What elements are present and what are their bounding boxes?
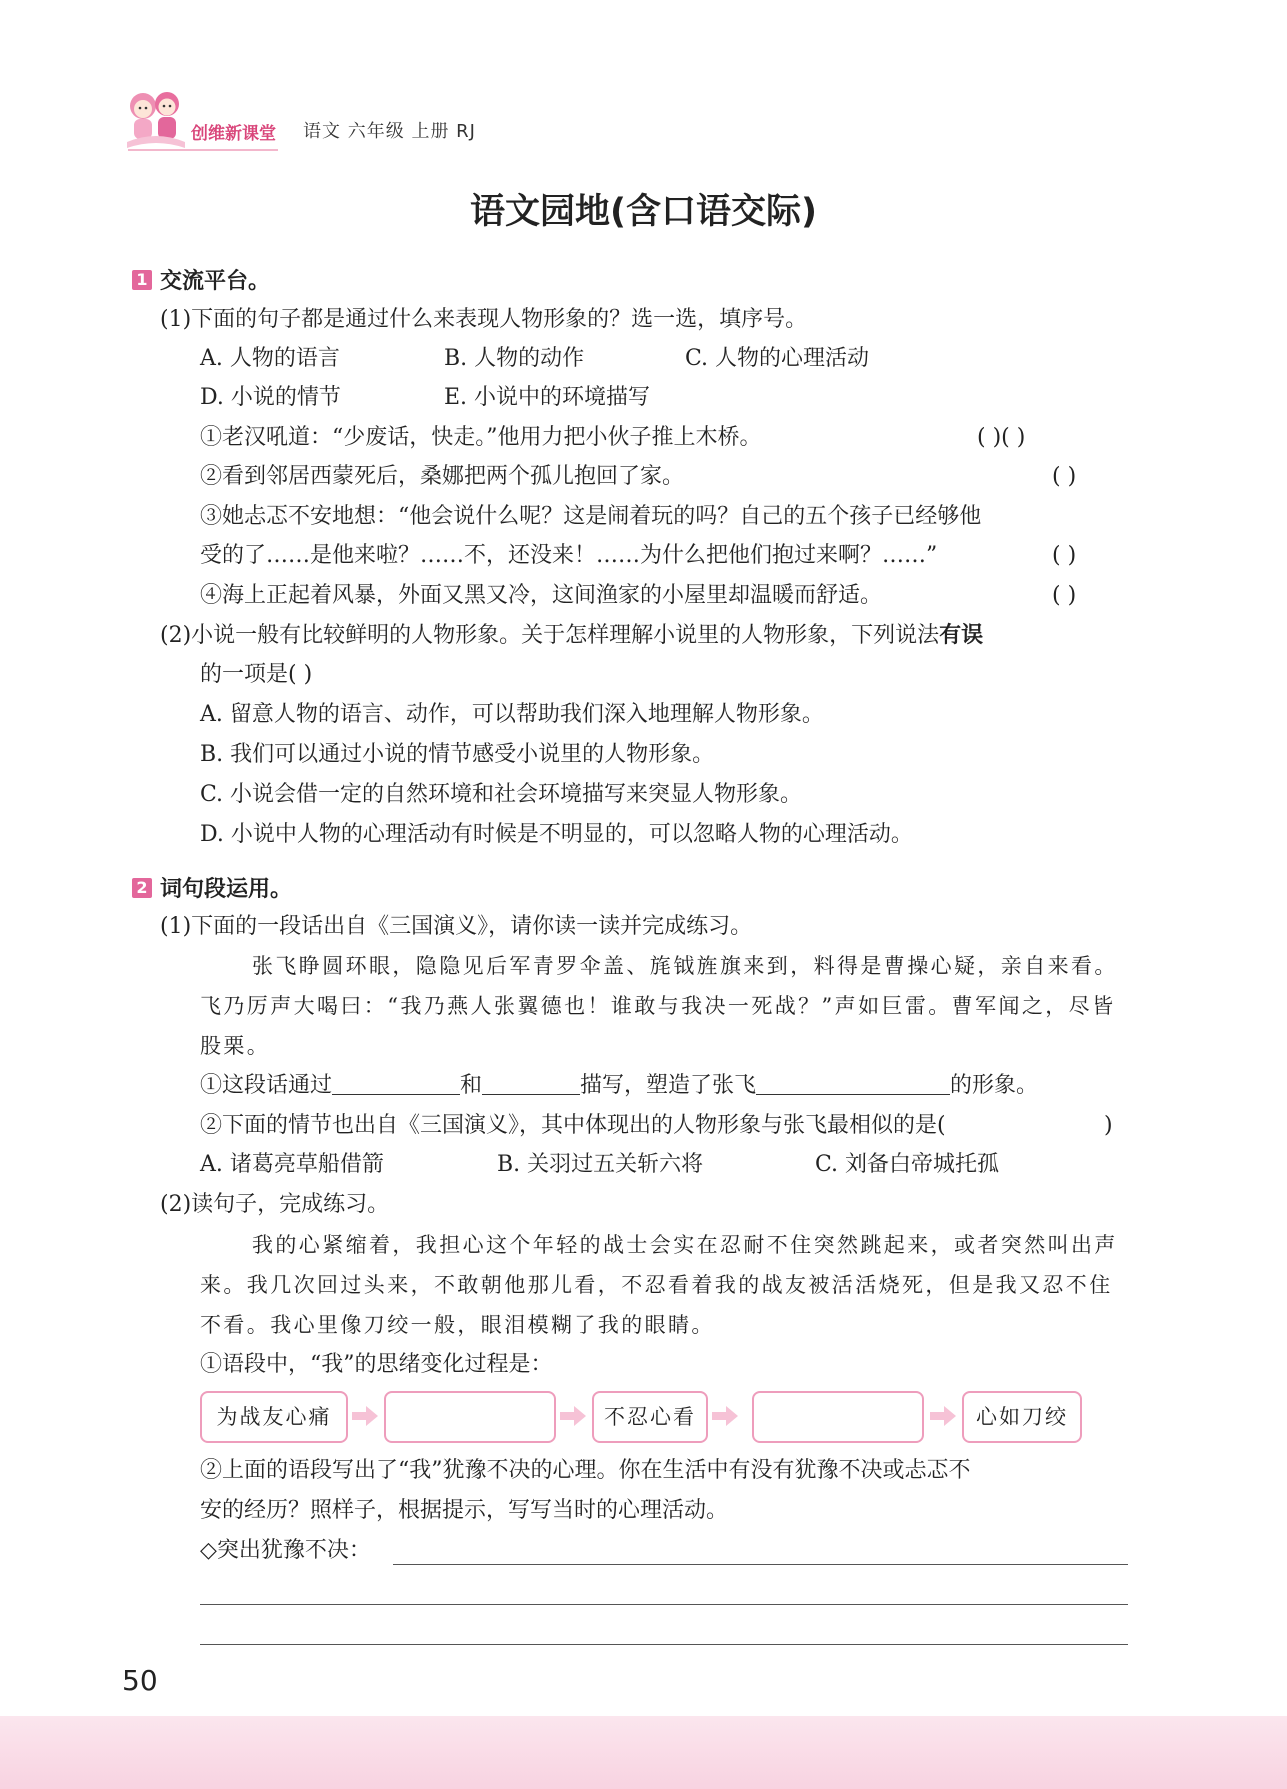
option-c: C. 刘备白帝城托孤: [815, 1152, 1000, 1177]
item-text: 和: [460, 1073, 483, 1098]
page-title: 语文园地(含口语交际): [470, 192, 817, 232]
question-prompt: (1)下面的一段话出自《三国演义》，请你读一读并完成练习。: [160, 914, 753, 939]
answer-blank[interactable]: [756, 1072, 950, 1095]
item-1: ①老汉吼道：“少废话，快走。”他用力把小伙子推上木桥。: [200, 425, 762, 450]
answer-parens[interactable]: ( ): [1052, 583, 1077, 608]
section-1-heading: [132, 264, 270, 295]
writing-line[interactable]: [200, 1644, 1128, 1645]
item-3-line2: 受的了……是他来啦？……不，还没来！……为什么把他们抱过来啊？……”: [200, 543, 938, 568]
option-d: D. 小说中人物的心理活动有时候是不明显的，可以忽略人物的心理活动。: [200, 822, 913, 847]
arrow-right-icon: [930, 1406, 956, 1426]
arrow-right-icon: [352, 1406, 378, 1426]
flow-box-5: 心如刀绞: [962, 1391, 1082, 1443]
flow-box-3: 不忍心看: [592, 1391, 708, 1443]
item-text: 描写，塑造了张飞: [580, 1073, 757, 1098]
page-header: [125, 86, 685, 156]
option-b: B. 关羽过五关斩六将: [497, 1152, 704, 1177]
arrow-right-icon: [712, 1406, 738, 1426]
writing-hint: ◇突出犹豫不决：: [200, 1538, 371, 1563]
item-text: ①这段话通过: [200, 1073, 333, 1098]
option-e: E. 小说中的环境描写: [444, 385, 651, 410]
flow-box-1: 为战友心痛: [200, 1391, 348, 1443]
item-2-line1: ②上面的语段写出了“我”犹豫不决的心理。你在生活中有没有犹豫不决或忐忑不: [200, 1458, 971, 1483]
answer-paren-close[interactable]: ): [1104, 1113, 1113, 1138]
reading-passage: 张飞睁圆环眼，隐隐见后军青罗伞盖、旄钺旌旗来到，料得是曹操心疑，亲自来看。飞乃厉声大喝曰：“我乃燕人张翼德也！谁敢与我决一死战？”声如巨雷。曹军闻之，尽皆股栗。: [200, 954, 1118, 1058]
reading-passage: 我的心紧缩着，我担心这个年轻的战士会实在忍耐不住突然跳起来，或者突然叫出声来。我几次回过头来，不敢朝他那儿看，不忍看着我的战友被活活烧死，但是我又忍不住不看。我心里像刀绞一般，眼泪模糊了我的眼睛。: [200, 1233, 1118, 1337]
answer-blank[interactable]: [332, 1072, 460, 1095]
option-b: B. 我们可以通过小说的情节感受小说里的人物形象。: [200, 742, 715, 767]
question-prompt: (2)读句子，完成练习。: [160, 1192, 390, 1217]
item-2-line2: 安的经历？照样子，根据提示，写写当时的心理活动。: [200, 1498, 729, 1523]
header-divider: [128, 149, 278, 151]
item-3-line1: ③她忐忑不安地想：“他会说什么呢？这是闹着玩的吗？自己的五个孩子已经够他: [200, 504, 982, 529]
option-b: B. 人物的动作: [444, 346, 585, 371]
prompt-emphasis: 有误: [939, 623, 984, 648]
arrow-right-icon: [560, 1406, 586, 1426]
item-2: ②下面的情节也出自《三国演义》，其中体现出的人物形象与张飞最相似的是(: [200, 1113, 946, 1138]
item-1: [200, 1071, 1038, 1101]
flow-box-2-blank[interactable]: [384, 1391, 556, 1443]
brand-name: 创维新课堂: [191, 124, 276, 144]
section-2-heading: [132, 872, 292, 903]
item-text: 的形象。: [950, 1073, 1039, 1098]
item-1: ①语段中，“我”的思绪变化过程是：: [200, 1352, 553, 1377]
section-number: 1: [132, 270, 152, 290]
option-c: C. 人物的心理活动: [685, 346, 870, 371]
answer-parens[interactable]: ( ): [1052, 464, 1077, 489]
page-number: 50: [122, 1664, 158, 1697]
question-prompt: (1)下面的句子都是通过什么来表现人物形象的？选一选，填序号。: [160, 307, 808, 332]
option-a: A. 人物的语言: [200, 346, 340, 371]
thought-flow-chart: [200, 1391, 1090, 1443]
answer-parens[interactable]: ( )( ): [977, 425, 1026, 450]
prompt-text: (2)小说一般有比较鲜明的人物形象。关于怎样理解小说里的人物形象，下列说法: [160, 623, 940, 648]
answer-blank[interactable]: [482, 1072, 580, 1095]
section-title: 词句段运用。: [160, 877, 293, 902]
option-d: D. 小说的情节: [200, 385, 341, 410]
item-2: ②看到邻居西蒙死后，桑娜把两个孤儿抱回了家。: [200, 464, 685, 489]
writing-line[interactable]: [393, 1564, 1128, 1565]
question-prompt-line2: 的一项是( ): [200, 662, 313, 687]
option-c: C. 小说会借一定的自然环境和社会环境描写来突显人物形象。: [200, 782, 803, 807]
question-prompt: [160, 621, 983, 651]
section-title: 交流平台。: [160, 269, 271, 294]
answer-parens[interactable]: ( ): [1052, 543, 1077, 568]
children-mascot-icon: [125, 86, 187, 152]
option-a: A. 诸葛亮草船借箭: [200, 1152, 384, 1177]
item-4: ④海上正起着风暴，外面又黑又冷，这间渔家的小屋里却温暖而舒适。: [200, 583, 883, 608]
flow-box-4-blank[interactable]: [752, 1391, 924, 1443]
book-info: 语文 六年级 上册 RJ: [303, 121, 476, 142]
option-a: A. 留意人物的语言、动作，可以帮助我们深入地理解人物形象。: [200, 702, 824, 727]
footer-band: [0, 1716, 1287, 1789]
section-number: 2: [132, 878, 152, 898]
writing-line[interactable]: [200, 1604, 1128, 1605]
